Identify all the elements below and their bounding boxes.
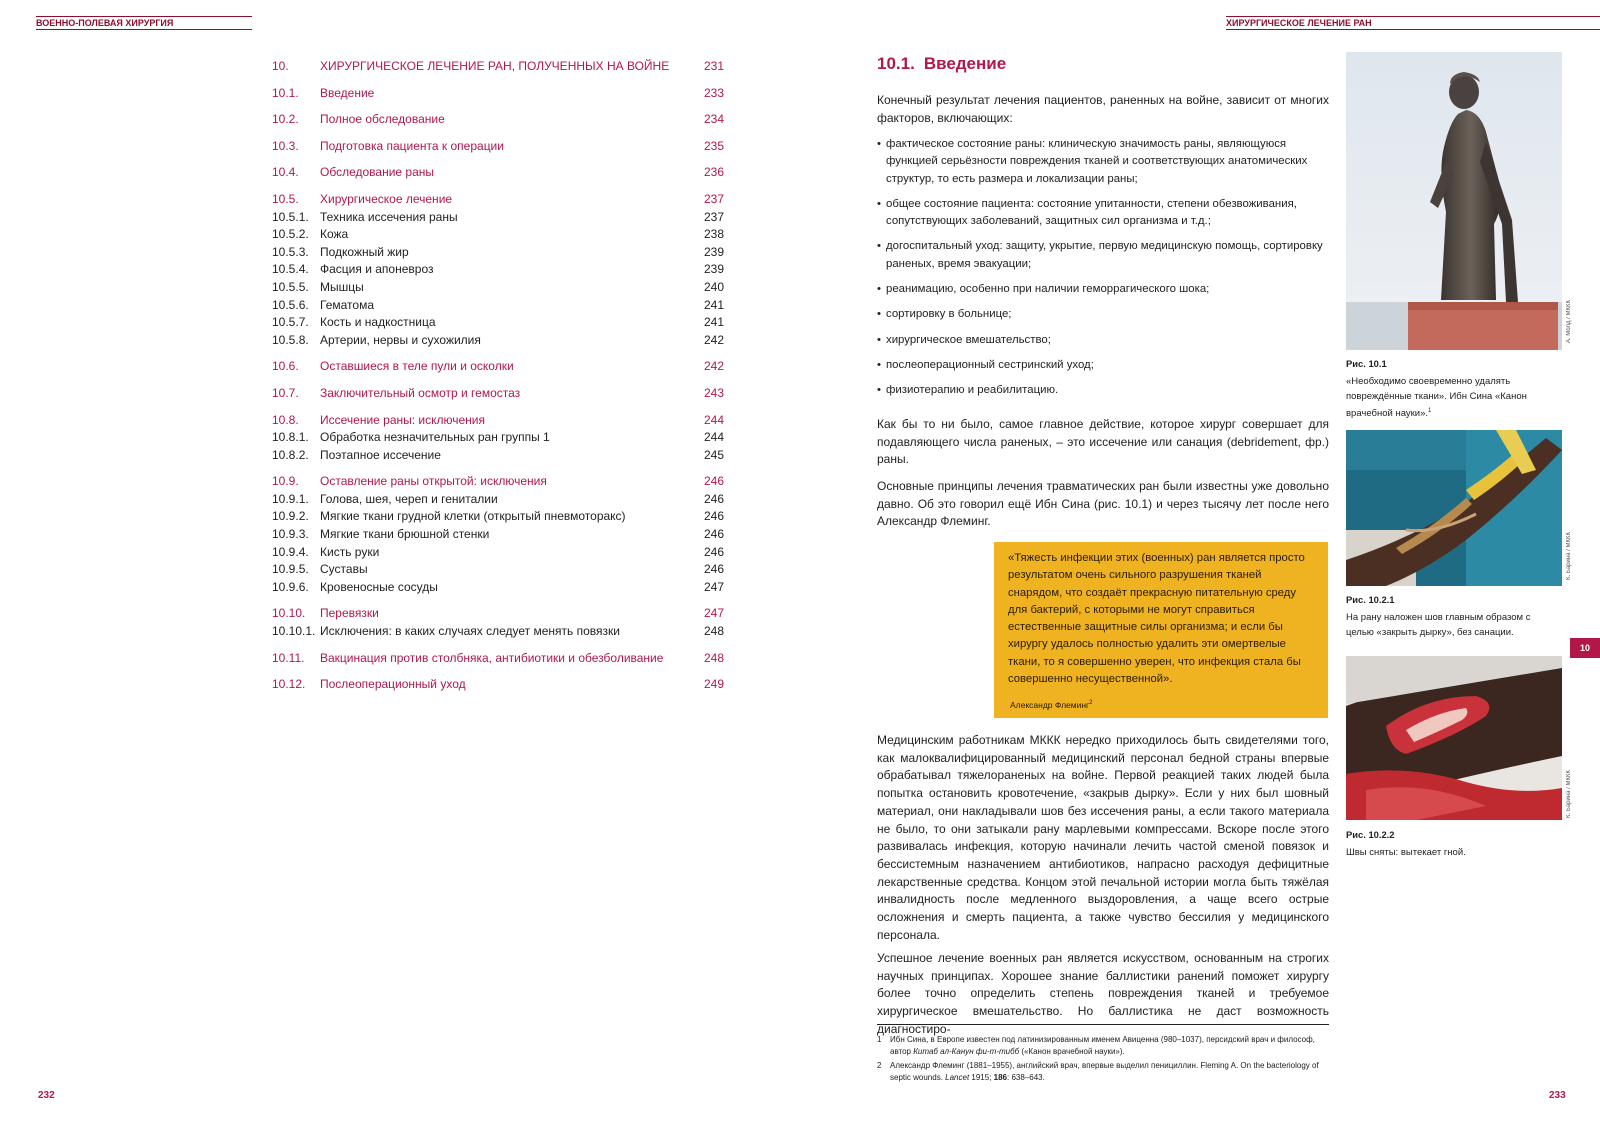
toc-entry[interactable] <box>272 191 724 209</box>
toc-entry[interactable] <box>272 447 724 465</box>
footnote-2-number: 2 <box>877 1061 882 1070</box>
toc-entry-page: 246 <box>703 527 724 542</box>
toc-entry-page: 234 <box>703 112 724 127</box>
footnote-1-italic: Китаб ал-Канун фи-т-тибб <box>913 1047 1020 1056</box>
toc-entry-title: Вакцинация против столбняка, антибиотики и обезболивание <box>320 650 664 665</box>
toc-entry-page: 245 <box>703 447 724 462</box>
toc-entry[interactable] <box>272 473 724 491</box>
toc-entry-title: Послеоперационный уход <box>320 677 466 692</box>
footnote-2-text-c: : 638–643. <box>1007 1073 1045 1082</box>
toc-entry-number: 10.9. <box>272 474 299 489</box>
figure-statue-photo <box>1346 52 1562 350</box>
table-of-contents <box>272 58 724 703</box>
toc-entry-title: Подкожный жир <box>320 244 409 259</box>
factor-list-item: • сортировку в больнице; <box>877 306 1329 323</box>
toc-entry[interactable] <box>272 579 724 597</box>
toc-group <box>272 191 724 349</box>
toc-entry-page: 241 <box>703 297 724 312</box>
toc-entry[interactable] <box>272 111 724 129</box>
toc-entry-title: Голова, шея, череп и гениталии <box>320 491 498 506</box>
toc-entry[interactable] <box>272 544 724 562</box>
toc-entry[interactable] <box>272 623 724 641</box>
toc-entry-title: Заключительный осмотр и гемостаз <box>320 385 521 400</box>
toc-entry[interactable] <box>272 58 724 76</box>
toc-entry-number: 10.5.3. <box>272 244 309 259</box>
toc-entry-title: Мышцы <box>320 279 364 294</box>
statue-illustration <box>1346 52 1562 350</box>
toc-entry-page: 247 <box>703 579 724 594</box>
toc-entry[interactable] <box>272 605 724 623</box>
toc-entry-page: 233 <box>703 85 724 100</box>
toc-entry-title: Иссечение раны: исключения <box>320 412 486 427</box>
toc-entry-title: Подготовка пациента к операции <box>320 138 504 153</box>
toc-entry-title: Хирургическое лечение <box>320 191 453 206</box>
toc-entry-page: 239 <box>703 244 724 259</box>
quote-box <box>994 542 1328 718</box>
toc-group <box>272 412 724 465</box>
running-header-right-text: ХИРУРГИЧЕСКОЕ ЛЕЧЕНИЕ РАН <box>1226 18 1372 28</box>
quote-author <box>1010 700 1093 710</box>
toc-entry-page: 244 <box>703 412 724 427</box>
footnote-1-text <box>890 1034 1329 1058</box>
page-number-left: 232 <box>38 1090 55 1101</box>
toc-entry-page: 241 <box>703 315 724 330</box>
toc-entry-page: 246 <box>703 509 724 524</box>
toc-group <box>272 164 724 182</box>
figure-1-title: Рис. 10.1 <box>1346 358 1387 369</box>
toc-entry-page: 231 <box>703 59 724 73</box>
toc-entry-title: Мягкие ткани грудной клетки (открытый пневмоторакс) <box>320 509 626 524</box>
paragraph-3-text: Медицинским работникам МККК нередко приходилось быть свидетелями того, как малоквалифицированный медицинский персонал бедной страны впервые обрабатывал тяжелораненых на войне. Первой реакцией таких людей была попытка остановить кровотечение, «закрыв дырку». Если у них был шовный материал, они накладывали шов без иссечения раны, а если такого материала не было, то они затыкали рану марлевыми компрессами. Вскоре после этого развивалась инфекция, которую начинали лечить частой сменой повязок и бессистемным назначением антибиотиков, напрасно расходуя дефицитные лекарственные средства. Концом этой печальной истории могла быть тяжёлая инвалидность после медленного выздоровления, а чаще всего острые осложнения и смерть пациента, а также чувство бессилия у медицинского персонала. <box>877 733 1329 942</box>
factor-list-item: • фактическое состояние раны: клиническую значимость раны, являющуюся функцией серьёзности повреждения тканей и соответствующих анатомических структур, то есть размера и локализации раны; <box>877 136 1329 188</box>
toc-entry-title: Мягкие ткани брюшной стенки <box>320 527 490 542</box>
footnote-1 <box>877 1034 1329 1058</box>
toc-group <box>272 111 724 129</box>
toc-entry-title: Полное обследование <box>320 112 445 127</box>
intro-paragraph <box>877 92 1329 127</box>
factor-list-item: • реанимацию, особенно при наличии геморрагического шока; <box>877 281 1329 298</box>
factor-list-item: • физиотерапию и реабилитацию. <box>877 382 1329 399</box>
toc-entry-title: Перевязки <box>320 606 379 621</box>
footnote-1-text-a: Ибн Сина, в Европе известен под латинизированным именем Авиценна (980–1037), персидский врач и философ, автор <box>890 1035 1315 1056</box>
toc-group <box>272 676 724 694</box>
toc-entry-page: 248 <box>703 624 724 639</box>
figure-1-credit: А. Молд / МККК <box>1566 300 1572 344</box>
toc-entry-number: 10.12. <box>272 677 306 692</box>
toc-group <box>272 138 724 156</box>
intro-text: Конечный результат лечения пациентов, раненных на войне, зависит от многих факторов, включающих: <box>877 93 1329 125</box>
toc-entry[interactable] <box>272 676 724 694</box>
toc-entry-number: 10.10. <box>272 606 306 621</box>
toc-entry[interactable] <box>272 138 724 156</box>
toc-entry-number: 10.2. <box>272 112 299 127</box>
toc-entry[interactable] <box>272 332 724 350</box>
toc-group <box>272 85 724 103</box>
toc-entry-title: Гематома <box>320 297 374 312</box>
toc-entry-number: 10.8. <box>272 412 299 427</box>
figure-1-caption <box>1346 374 1556 421</box>
toc-entry-page: 246 <box>703 474 724 489</box>
toc-entry-number: 10.9.3. <box>272 527 309 542</box>
factor-list-item: • догоспитальный уход: защиту, укрытие, первую медицинскую помощь, сортировку раненых, время эвакуации; <box>877 238 1329 273</box>
figure-1-caption-ref: 1 <box>1428 408 1432 414</box>
toc-entry-page: 249 <box>703 677 724 692</box>
toc-entry-title: Кровеносные сосуды <box>320 579 438 594</box>
toc-entry-page: 248 <box>703 650 724 665</box>
toc-entry-title: Оставление раны открытой: исключения <box>320 474 547 489</box>
toc-entry-title: Кисть руки <box>320 544 380 559</box>
toc-entry-number: 10.11. <box>272 650 305 665</box>
paragraph-4-text: Успешное лечение военных ран является искусством, основанным на строгих научных принципах. Хорошее знание баллистики ранений поможет хирургу более точно определить степень повреждения тканей и требуемое хирургическое вмешательство. Но баллистика не даст возможность диагностиро- <box>877 951 1329 1036</box>
toc-entry[interactable] <box>272 244 724 262</box>
toc-entry[interactable] <box>272 429 724 447</box>
toc-entry-number: 10. <box>272 59 289 73</box>
toc-entry-number: 10.8.1. <box>272 430 309 445</box>
toc-entry-page: 243 <box>703 385 724 400</box>
toc-entry-page: 246 <box>703 562 724 577</box>
toc-entry-number: 10.9.4. <box>272 544 309 559</box>
figure-2-title: Рис. 10.2.1 <box>1346 594 1395 605</box>
toc-entry-number: 10.4. <box>272 165 299 180</box>
paragraph-2 <box>877 478 1329 531</box>
toc-entry-number: 10.6. <box>272 359 299 374</box>
figure-sutured-wound-photo <box>1346 430 1562 586</box>
toc-entry[interactable] <box>272 412 724 430</box>
figure-2-credit: К. Барина / МККК <box>1566 532 1572 580</box>
figure-3-credit: К. Барина / МККК <box>1566 770 1572 818</box>
section-number: 10.1. <box>877 54 915 73</box>
footnote-2-italic: Lancet <box>945 1073 970 1082</box>
toc-entry-title: Обследование раны <box>320 165 435 180</box>
toc-entry-title: Исключения: в каких случаях следует менять повязки <box>320 624 620 639</box>
toc-entry-page: 242 <box>703 332 724 347</box>
paragraph-3 <box>877 732 1329 944</box>
sutured-wound-illustration <box>1346 430 1562 586</box>
toc-entry-title: Кость и надкостница <box>320 315 436 330</box>
toc-entry[interactable] <box>272 279 724 297</box>
toc-entry-page: 247 <box>703 606 724 621</box>
toc-entry[interactable] <box>272 226 724 244</box>
toc-group <box>272 650 724 668</box>
toc-entry-title: Техника иссечения раны <box>320 209 458 224</box>
toc-entry[interactable] <box>272 85 724 103</box>
footnote-2-text <box>890 1060 1329 1084</box>
factor-list-item: • послеоперационный сестринский уход; <box>877 357 1329 374</box>
toc-entry[interactable] <box>272 561 724 579</box>
footnote-1-text-b: («Канон врачебной науки»). <box>1019 1047 1125 1056</box>
paragraph-1 <box>877 416 1329 469</box>
toc-entry-number: 10.9.2. <box>272 509 309 524</box>
footnote-rule <box>877 1024 1329 1025</box>
section-heading <box>877 54 1006 74</box>
toc-group <box>272 58 724 76</box>
factor-list-item: • хирургическое вмешательство; <box>877 332 1329 349</box>
toc-entry-number: 10.5.6. <box>272 297 309 312</box>
toc-entry-title: Фасция и апоневроз <box>320 262 434 277</box>
toc-entry-number: 10.5.7. <box>272 315 309 330</box>
toc-entry[interactable] <box>272 385 724 403</box>
figure-2-caption: На рану наложен шов главным образом с целью «закрыть дырку», без санации. <box>1346 612 1531 638</box>
footnote-1-number: 1 <box>877 1035 882 1044</box>
toc-entry-number: 10.9.6. <box>272 579 309 594</box>
toc-entry-page: 235 <box>703 138 724 153</box>
footnote-2-text-b: 1915; <box>969 1073 994 1082</box>
paragraph-2-text: Основные принципы лечения травматических ран были известны уже довольно давно. Об это говорил ещё Ибн Сина (рис. 10.1) и через тысячу лет после него Александр Флеминг. <box>877 479 1329 529</box>
toc-entry-number: 10.5.4. <box>272 262 309 277</box>
toc-entry[interactable] <box>272 164 724 182</box>
toc-entry-number: 10.5.2. <box>272 227 309 242</box>
toc-entry-page: 246 <box>703 491 724 506</box>
footnote-2-text-a: Александр Флеминг (1881–1955), английский врач, впервые выделил пенициллин. Fleming A. On the bacteriology of septic wounds. <box>890 1061 1319 1082</box>
paragraph-4 <box>877 950 1329 1039</box>
toc-entry[interactable] <box>272 358 724 376</box>
toc-entry-page: 246 <box>703 544 724 559</box>
toc-entry[interactable] <box>272 508 724 526</box>
toc-entry-page: 242 <box>703 359 724 374</box>
toc-entry-title: Кожа <box>320 227 349 242</box>
running-header-right <box>1226 16 1600 30</box>
paragraph-1-text: Как бы то ни было, самое главное действие, которое хирург совершает для подавляющего числа раненых, – это иссечение или санация (debridement, фр.) раны. <box>877 417 1329 467</box>
toc-entry[interactable] <box>272 650 724 668</box>
toc-entry-page: 244 <box>703 430 724 445</box>
footnote-2 <box>877 1060 1329 1084</box>
page-number-right: 233 <box>1549 1090 1566 1101</box>
figure-3-title: Рис. 10.2.2 <box>1346 829 1395 840</box>
toc-entry-title: Поэтапное иссечение <box>320 447 441 462</box>
quote-author-name: Александр Флеминг <box>1010 700 1090 710</box>
toc-entry-number: 10.8.2. <box>272 447 309 462</box>
toc-group <box>272 358 724 376</box>
toc-entry-number: 10.5. <box>272 191 299 206</box>
toc-entry-page: 239 <box>703 262 724 277</box>
chapter-tab: 10 <box>1570 638 1600 658</box>
toc-entry-title: Введение <box>320 85 375 100</box>
figure-1-caption-text: «Необходимо своевременно удалять повреждённые ткани». Ибн Сина «Канон врачебной науки». <box>1346 376 1527 420</box>
toc-entry[interactable] <box>272 209 724 227</box>
toc-entry-page: 236 <box>703 165 724 180</box>
toc-entry-title: Оставшиеся в теле пули и осколки <box>320 359 514 374</box>
toc-group <box>272 385 724 403</box>
toc-entry-number: 10.7. <box>272 385 299 400</box>
factor-list <box>877 136 1329 408</box>
toc-entry-number: 10.5.1. <box>272 209 309 224</box>
figure-3-caption: Швы сняты: вытекает гной. <box>1346 847 1466 858</box>
toc-group <box>272 605 724 640</box>
toc-entry[interactable] <box>272 491 724 509</box>
toc-entry-number: 10.3. <box>272 138 299 153</box>
toc-entry-page: 238 <box>703 227 724 242</box>
toc-entry-title: ХИРУРГИЧЕСКОЕ ЛЕЧЕНИЕ РАН, ПОЛУЧЕННЫХ НА ВОЙНЕ <box>320 59 670 73</box>
running-header-left-text: ВОЕННО-ПОЛЕВАЯ ХИРУРГИЯ <box>36 18 174 28</box>
toc-entry-number: 10.9.5. <box>272 562 309 577</box>
toc-entry-page: 240 <box>703 279 724 294</box>
quote-author-ref: 2 <box>1089 700 1093 707</box>
toc-entry-number: 10.5.8. <box>272 332 309 347</box>
toc-entry-number: 10.9.1. <box>272 491 309 506</box>
open-wound-illustration <box>1346 656 1562 820</box>
toc-group <box>272 473 724 596</box>
toc-entry[interactable] <box>272 261 724 279</box>
quote-text: «Тяжесть инфекции этих (военных) ран является просто результатом очень сильного разрушения тканей снарядом, что создаёт прекрасную питательную среду для бактерий, с которыми не могут справиться естественные защитные силы организма; и если бы хирургу удалось полностью удалить эти омертвелые ткани, то я совершенно уверен, что инфекция стала бы совершенно несущественной». <box>1008 552 1305 686</box>
toc-entry[interactable] <box>272 526 724 544</box>
toc-entry[interactable] <box>272 297 724 315</box>
toc-entry-page: 237 <box>703 209 724 224</box>
factor-list-item: • общее состояние пациента: состояние упитанности, степени обезвоживания, сопутствующих заболеваний, защитных сил организма и т.д.; <box>877 196 1329 231</box>
toc-entry-number: 10.5.5. <box>272 279 309 294</box>
toc-entry-page: 237 <box>703 191 724 206</box>
section-title: Введение <box>923 54 1007 73</box>
footnote-2-bold: 186 <box>993 1073 1007 1082</box>
toc-entry-number: 10.1. <box>272 85 299 100</box>
running-header-left <box>36 16 252 30</box>
toc-entry-title: Обработка незначительных ран группы 1 <box>320 430 550 445</box>
toc-entry-title: Суставы <box>320 562 368 577</box>
figure-open-wound-photo <box>1346 656 1562 820</box>
toc-entry-title: Артерии, нервы и сухожилия <box>320 332 481 347</box>
toc-entry[interactable] <box>272 314 724 332</box>
toc-entry-number: 10.10.1. <box>272 624 316 639</box>
